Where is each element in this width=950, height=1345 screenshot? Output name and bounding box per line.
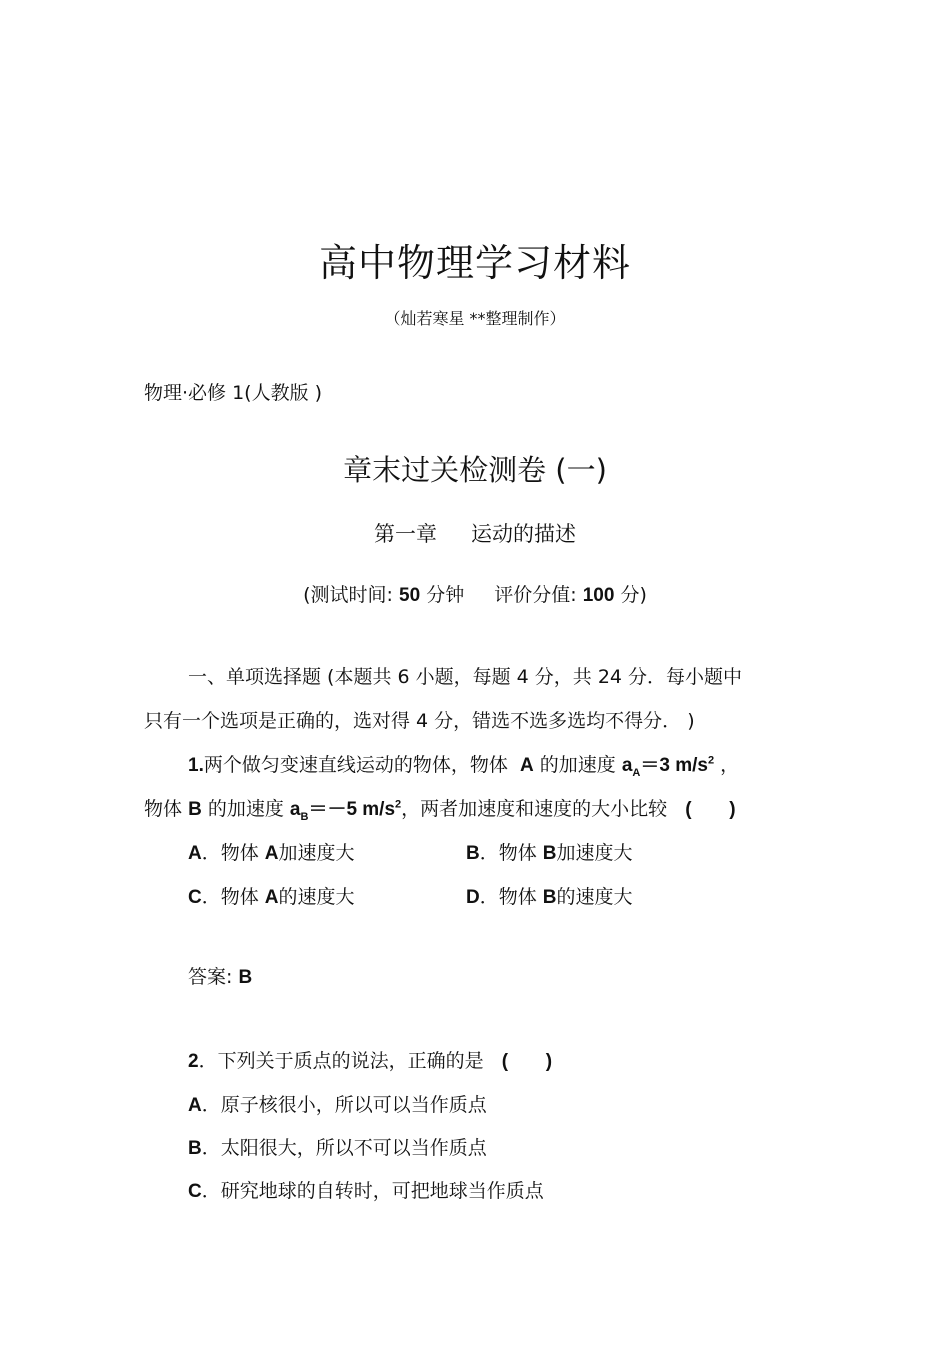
answer-label: 答案: xyxy=(188,966,233,988)
document-subtitle: （灿若寒星 **整理制作） xyxy=(384,309,566,328)
question-1-stem-line-2: 物体 B 的加速度 $a_B=-5$ $m/s^2$，两者加速度和速度的大小比较 ( ) xyxy=(144,798,736,823)
question-2-option-b: B．太阳很大，所以不可以当作质点 xyxy=(188,1137,487,1159)
question-1-option-a: A．物体 A加速度大 xyxy=(188,842,355,864)
section-instruction-line-1: 一、单项选择题 (本题共 6 小题，每题 4 分，共 24 分．每小题中 xyxy=(188,666,743,688)
score-value: 100 xyxy=(582,585,615,606)
chapter-heading xyxy=(0,518,950,548)
score-label: 评价分值: xyxy=(494,584,577,606)
time-label: (测试时间: xyxy=(303,584,393,606)
document-title: 高中物理学习材料 xyxy=(318,241,631,285)
question-2-number: 2 xyxy=(188,1051,199,1072)
exam-meta xyxy=(0,580,950,607)
question-2-stem: 2．下列关于质点的说法，正确的是 ( ) xyxy=(188,1050,553,1072)
question-1-option-d: D．物体 B的速度大 xyxy=(466,886,633,908)
chapter-title: 运动的描述 xyxy=(471,522,576,546)
answer-value: B xyxy=(238,967,253,988)
course-label: 物理·必修 1(人教版 ) xyxy=(144,382,323,404)
section-instruction-line-2: 只有一个选项是正确的，选对得 4 分，错选不选多选均不得分． ) xyxy=(144,710,695,732)
question-1-number: 1. xyxy=(188,755,204,776)
time-value: 50 xyxy=(399,585,421,606)
question-2-option-a: A．原子核很小，所以可以当作质点 xyxy=(188,1094,487,1116)
exam-title: 章末过关检测卷 (一) xyxy=(343,453,607,487)
question-2-option-c: C．研究地球的自转时，可把地球当作质点 xyxy=(188,1180,544,1202)
question-1-option-c: C．物体 A的速度大 xyxy=(188,886,355,908)
acceleration-a: $a_A=3$ $m/s^2$ xyxy=(621,754,715,779)
question-1-answer xyxy=(188,962,252,989)
time-unit: 分钟 xyxy=(426,584,465,606)
question-1-stem-line-1: 1.两个做匀变速直线运动的物体，物体 A 的加速度 $a_A=3$ $m/s^2$ ， xyxy=(188,754,740,779)
chapter-number: 第一章 xyxy=(374,522,437,546)
question-1-option-b: B．物体 B加速度大 xyxy=(466,842,633,864)
answer-paren: ( ) xyxy=(501,1051,553,1072)
acceleration-b: $a_B=-5$ $m/s^2$ xyxy=(289,798,402,823)
score-unit: 分) xyxy=(620,584,647,606)
answer-paren: ( ) xyxy=(685,799,736,820)
